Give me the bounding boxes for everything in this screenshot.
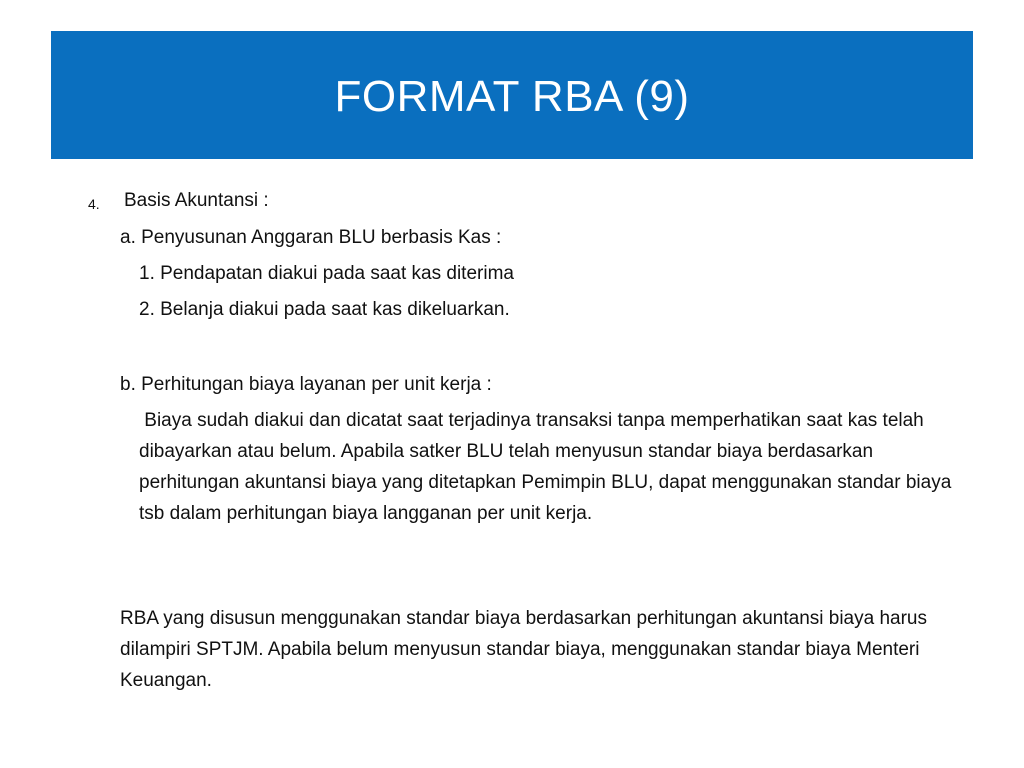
item-heading: Basis Akuntansi : <box>124 190 269 211</box>
sub-item-a-2: 2. Belanja diakui pada saat kas dikeluarkan. <box>139 299 510 320</box>
sub-item-b: b. Perhitungan biaya layanan per unit kerja : <box>120 374 492 395</box>
sub-item-b-paragraph: Biaya sudah diakui dan dicatat saat terjadinya transaksi tanpa memperhatikan saat kas telah dibayarkan atau belum. Apabila satker BLU telah menyusun standar biaya berdasarkan perhitungan akuntansi biaya yang ditetapkan Pemimpin BLU, dapat menggunakan standar biaya tsb dalam perhitungan biaya langganan per unit kerja. <box>139 410 957 524</box>
slide-title: FORMAT RBA (9) <box>334 72 690 121</box>
sub-item-a: a. Penyusunan Anggaran BLU berbasis Kas : <box>120 227 502 248</box>
sub-item-a-1: 1. Pendapatan diakui pada saat kas diterima <box>139 263 514 284</box>
closing-paragraph: RBA yang disusun menggunakan standar biaya berdasarkan perhitungan akuntansi biaya harus dilampiri SPTJM. Apabila belum menyusun standar biaya, menggunakan standar biaya Menteri Keuangan. <box>120 608 927 691</box>
item-number: 4. <box>88 196 100 212</box>
